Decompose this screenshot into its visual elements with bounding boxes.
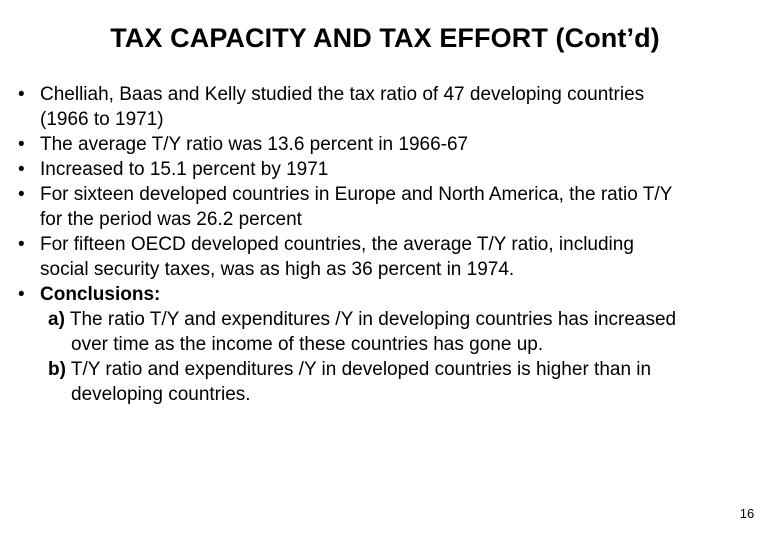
bullet-dot: •: [18, 159, 25, 180]
bullet-dot: •: [18, 234, 25, 255]
conclusion-b-text: T/Y ratio and expenditures /Y in developed countries is higher than in: [65, 359, 652, 380]
conclusions-heading: Conclusions:: [40, 284, 161, 305]
conclusion-b-text-cont: developing countries.: [71, 384, 251, 405]
bullet-text: Increased to 15.1 percent by 1971: [40, 159, 329, 180]
page-number: 16: [739, 506, 755, 521]
bullet-item: [18, 182, 778, 232]
bullet-dot: •: [18, 134, 25, 155]
bullet-item: [18, 157, 778, 182]
conclusion-a-text-cont: over time as the income of these countries has gone up.: [71, 334, 544, 355]
bullet-item: [18, 232, 778, 282]
bullet-dot: •: [18, 184, 25, 205]
bullet-text-cont: social security taxes, was as high as 36 percent in 1974.: [40, 259, 515, 280]
conclusion-a-text: The ratio T/Y and expenditures /Y in developing countries has increased: [64, 309, 677, 330]
conclusion-b: [48, 357, 778, 382]
bullet-dot: •: [18, 84, 25, 105]
bullet-text: For fifteen OECD developed countries, the average T/Y ratio, including: [40, 234, 634, 255]
bullet-item: [18, 82, 778, 132]
bullet-dot: •: [18, 284, 25, 305]
bullet-item-conclusions: [18, 282, 778, 407]
bullet-text-cont: for the period was 26.2 percent: [40, 209, 302, 230]
bullet-text: The average T/Y ratio was 13.6 percent in 1966-67: [40, 134, 469, 155]
bullet-text: Chelliah, Baas and Kelly studied the tax ratio of 47 developing countries: [40, 84, 645, 105]
conclusion-a-label: a): [48, 309, 65, 330]
bullet-list: [18, 82, 778, 407]
bullet-item: [18, 132, 778, 157]
slide-title: TAX CAPACITY AND TAX EFFORT (Cont’d): [110, 23, 660, 53]
conclusion-b-label: b): [48, 359, 66, 380]
conclusion-a: [48, 307, 778, 332]
bullet-text: For sixteen developed countries in Europe and North America, the ratio T/Y: [40, 184, 673, 205]
bullet-text-cont: (1966 to 1971): [40, 109, 164, 130]
